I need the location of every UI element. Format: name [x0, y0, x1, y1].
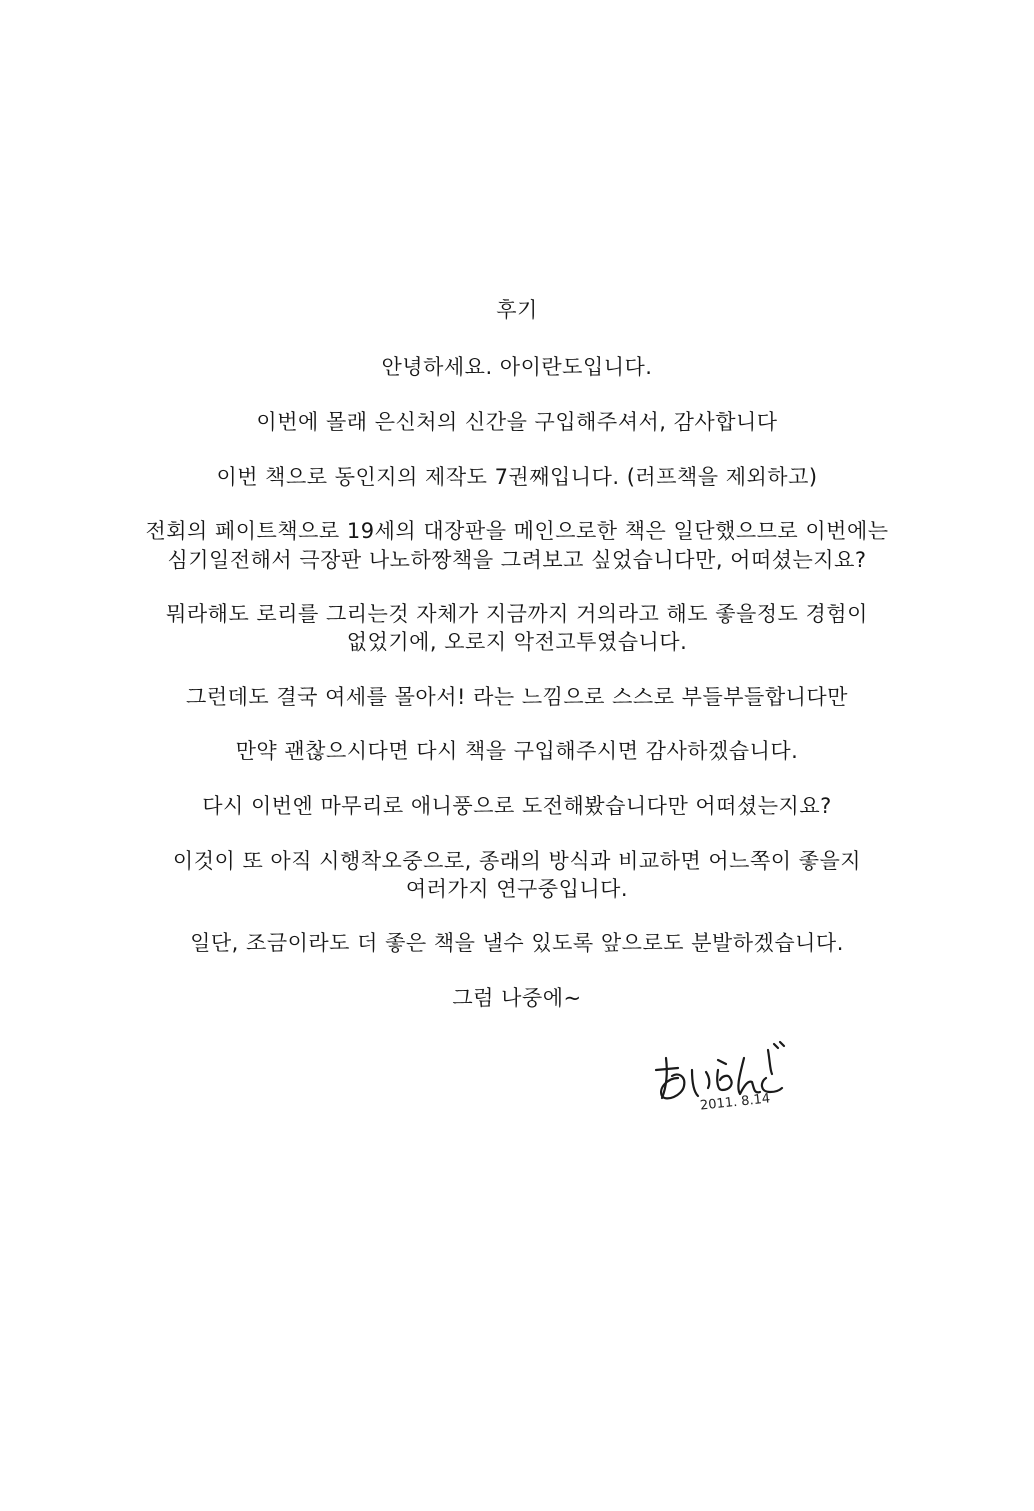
- afterword-line: 뭐라해도 로리를 그리는것 자체가 지금까지 거의라고 해도 좋을정도 경험이: [166, 602, 868, 626]
- afterword-line: 다시 이번엔 마무리로 애니풍으로 도전해봤습니다만 어떠셨는지요?: [202, 794, 832, 818]
- afterword-line: 이번에 몰래 은신처의 신간을 구입해주셔서, 감사합니다: [256, 410, 778, 434]
- afterword-line: 이번 책으로 동인지의 제작도 7권째입니다. (러프책을 제외하고): [216, 465, 818, 489]
- afterword-line: 안녕하세요. 아이란도입니다.: [381, 355, 653, 379]
- afterword-line: 없었기에, 오로지 악전고투였습니다.: [346, 630, 688, 654]
- afterword-title: 후기: [496, 298, 538, 322]
- afterword-line: 그런데도 결국 여세를 몰아서! 라는 느낌으로 스스로 부들부들합니다만: [186, 685, 848, 709]
- afterword-line: 여러가지 연구중입니다.: [405, 877, 629, 901]
- afterword-line: 그럼 나중에~: [452, 986, 582, 1010]
- afterword-line: 심기일전해서 극장판 나노하짱책을 그려보고 싶었습니다만, 어떠셨는지요?: [167, 548, 867, 572]
- afterword-line: 일단, 조금이라도 더 좋은 책을 낼수 있도록 앞으로도 분발하겠습니다.: [190, 931, 844, 955]
- afterword-line: 전회의 페이트책으로 19세의 대장판을 메인으로한 책은 일단했으므로 이번에는: [145, 519, 889, 543]
- signature-date: 2011. 8.14: [699, 1091, 771, 1114]
- afterword-line: 이것이 또 아직 시행착오중으로, 종래의 방식과 비교하면 어느쪽이 좋을지: [172, 849, 862, 873]
- afterword-line: 만약 괜찮으시다면 다시 책을 구입해주시면 감사하겠습니다.: [235, 739, 799, 763]
